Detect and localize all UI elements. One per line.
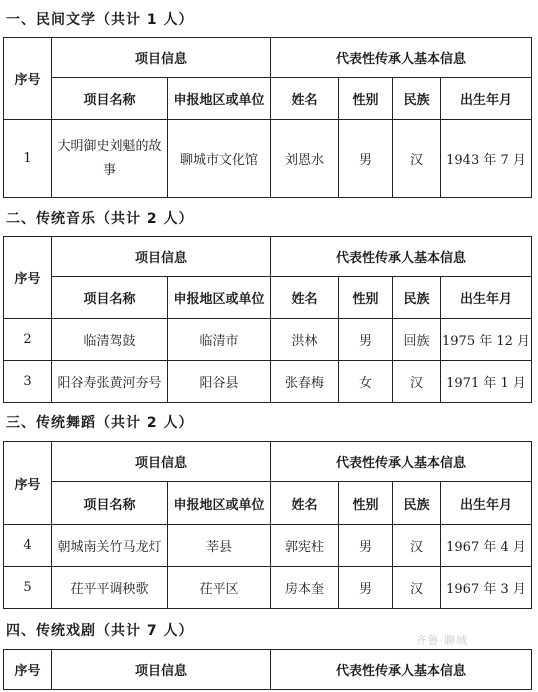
table-row <box>4 120 532 198</box>
cell-no: 5 <box>4 567 52 609</box>
section-title-folk-literature: 一、民间文学（共计 1 人） <box>6 12 194 28</box>
header-project-info: 项目信息 <box>52 237 271 277</box>
traditional-opera-table <box>3 649 532 690</box>
header-inheritor-info: 代表性传承人基本信息 <box>271 237 532 277</box>
header-gender: 性别 <box>339 277 393 319</box>
cell-ethnicity: 汉 <box>393 120 441 198</box>
header-project-info: 项目信息 <box>52 442 271 482</box>
cell-name: 郭宪柱 <box>271 525 339 567</box>
header-name: 姓名 <box>271 78 339 120</box>
header-project-name: 项目名称 <box>52 78 168 120</box>
section-title-traditional-dance: 三、传统舞蹈（共计 2 人） <box>6 415 194 431</box>
cell-birth: 1967 年 3 月 <box>441 567 532 609</box>
cell-project: 茌平平调秧歌 <box>52 567 168 609</box>
header-ethnicity: 民族 <box>393 277 441 319</box>
header-seq: 序号 <box>4 38 52 120</box>
cell-ethnicity: 汉 <box>393 567 441 609</box>
table-row <box>4 319 532 361</box>
cell-birth: 1975 年 12 月 <box>441 319 532 361</box>
cell-project: 临清驾鼓 <box>52 319 168 361</box>
cell-unit: 聊城市文化馆 <box>168 120 271 198</box>
header-ethnicity: 民族 <box>393 78 441 120</box>
header-birth: 出生年月 <box>441 482 532 525</box>
cell-project: 朝城南关竹马龙灯 <box>52 525 168 567</box>
cell-ethnicity: 回族 <box>393 319 441 361</box>
cell-name: 房本奎 <box>271 567 339 609</box>
table-row <box>4 361 532 403</box>
cell-unit: 临清市 <box>168 319 271 361</box>
cell-no: 4 <box>4 525 52 567</box>
cell-project: 大明御史刘魁的故事 <box>52 120 168 198</box>
table-row <box>4 567 532 609</box>
header-inheritor-info: 代表性传承人基本信息 <box>271 38 532 78</box>
header-inheritor-info: 代表性传承人基本信息 <box>271 442 532 482</box>
cell-no: 3 <box>4 361 52 403</box>
cell-gender: 男 <box>339 120 393 198</box>
cell-unit: 莘县 <box>168 525 271 567</box>
cell-ethnicity: 汉 <box>393 525 441 567</box>
header-region-unit: 申报地区或单位 <box>168 277 271 319</box>
header-inheritor-info: 代表性传承人基本信息 <box>271 650 532 690</box>
traditional-music-table <box>3 236 532 403</box>
table-row <box>4 525 532 567</box>
cell-unit: 阳谷县 <box>168 361 271 403</box>
watermark: 齐鲁·聊城 <box>415 634 468 647</box>
header-gender: 性别 <box>339 78 393 120</box>
header-seq: 序号 <box>4 237 52 319</box>
cell-no: 2 <box>4 319 52 361</box>
header-name: 姓名 <box>271 277 339 319</box>
header-seq: 序号 <box>4 650 52 690</box>
header-project-info: 项目信息 <box>52 650 271 690</box>
cell-gender: 男 <box>339 567 393 609</box>
cell-birth: 1967 年 4 月 <box>441 525 532 567</box>
header-ethnicity: 民族 <box>393 482 441 525</box>
cell-name: 刘恩水 <box>271 120 339 198</box>
cell-birth: 1971 年 1 月 <box>441 361 532 403</box>
header-project-name: 项目名称 <box>52 277 168 319</box>
traditional-dance-table <box>3 441 532 609</box>
cell-project: 阳谷寿张黄河夯号 <box>52 361 168 403</box>
header-gender: 性别 <box>339 482 393 525</box>
header-region-unit: 申报地区或单位 <box>168 482 271 525</box>
cell-name: 张春梅 <box>271 361 339 403</box>
cell-gender: 女 <box>339 361 393 403</box>
cell-gender: 男 <box>339 525 393 567</box>
header-project-info: 项目信息 <box>52 38 271 78</box>
cell-no: 1 <box>4 120 52 198</box>
header-region-unit: 申报地区或单位 <box>168 78 271 120</box>
header-birth: 出生年月 <box>441 277 532 319</box>
section-title-traditional-music: 二、传统音乐（共计 2 人） <box>6 211 194 227</box>
cell-name: 洪林 <box>271 319 339 361</box>
header-birth: 出生年月 <box>441 78 532 120</box>
header-name: 姓名 <box>271 482 339 525</box>
header-seq: 序号 <box>4 442 52 525</box>
header-project-name: 项目名称 <box>52 482 168 525</box>
folk-literature-table <box>3 37 532 198</box>
cell-unit: 茌平区 <box>168 567 271 609</box>
cell-birth: 1943 年 7 月 <box>441 120 532 198</box>
cell-gender: 男 <box>339 319 393 361</box>
section-title-traditional-opera: 四、传统戏剧（共计 7 人） <box>6 623 194 639</box>
cell-ethnicity: 汉 <box>393 361 441 403</box>
